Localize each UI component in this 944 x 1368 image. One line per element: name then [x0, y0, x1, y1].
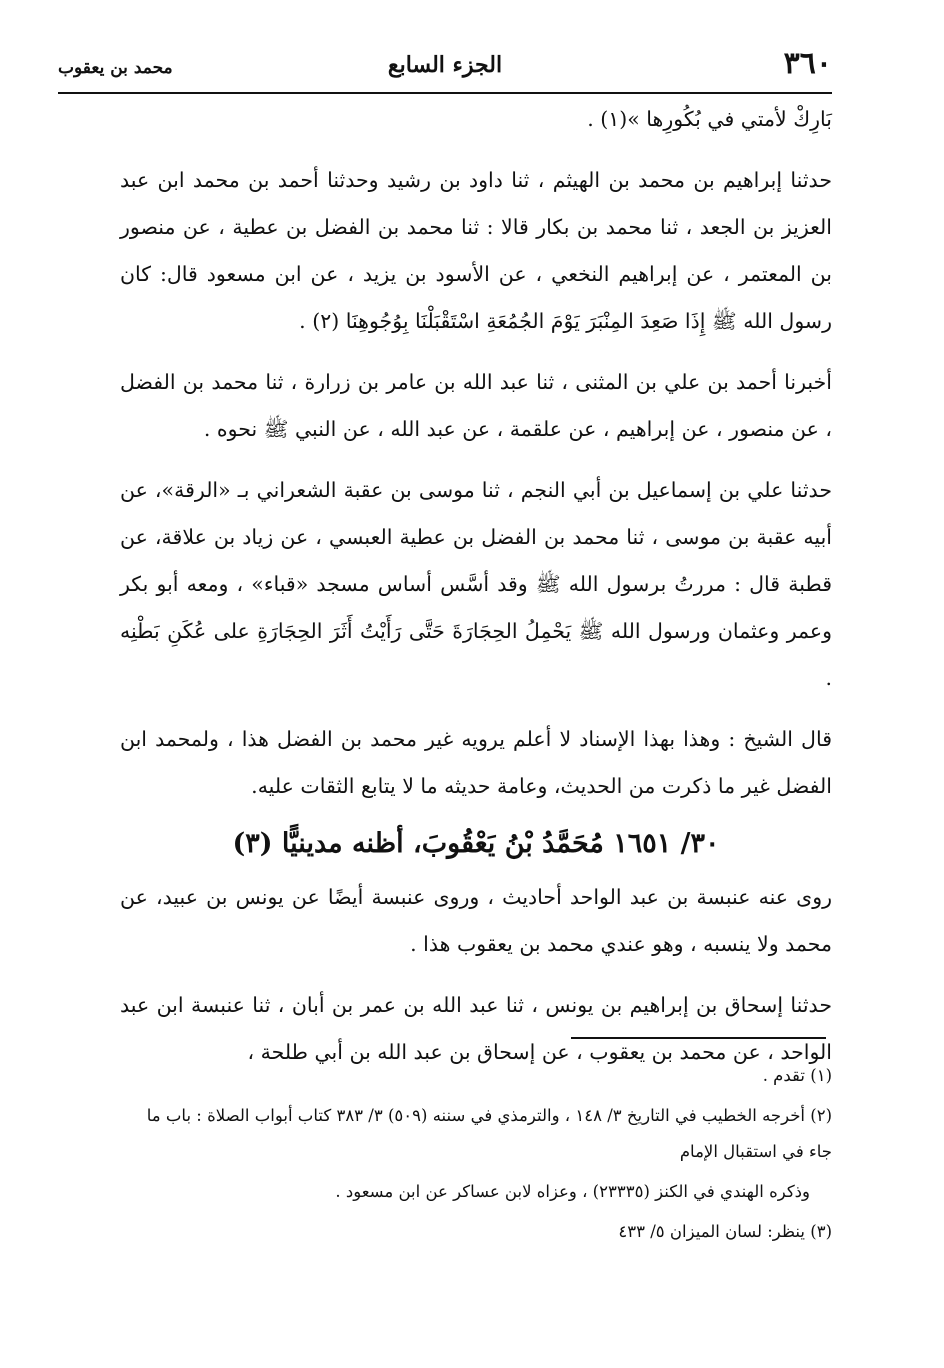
- paragraph: حدثنا إسحاق بن إبراهيم بن يونس ، ثنا عبد الله بن عمر بن أبان ، ثنا عنبسة ابن عبد الواحد ، عن محمد بن يعقوب ، عن إسحاق بن عبد الله بن أبي طلحة ،: [120, 993, 832, 1064]
- running-head: محمد بن يعقوب: [58, 58, 173, 78]
- footnote: (١) تقدم .: [762, 1066, 832, 1085]
- footnote: (٢) أخرجه الخطيب في التاريخ ٣/ ١٤٨ ، والترمذي في سننه (٥٠٩) ٣/ ٣٨٣ كتاب أبواب الصلاة : باب ما جاء في استقبال الإمام: [146, 1106, 832, 1161]
- part-title: الجزء السابع: [387, 52, 503, 78]
- footnotes: [120, 1058, 832, 1254]
- paragraph: أخبرنا أحمد بن علي بن المثنى ، ثنا عبد الله بن عامر بن زرارة ، ثنا محمد بن الفضل ، عن منصور ، عن إبراهيم ، عن علقمة ، عن عبد الله ، عن النبي ﷺ نحوه .: [120, 370, 832, 441]
- footnote: (٣) ينظر: لسان الميزان ٥/ ٤٣٣: [618, 1222, 832, 1241]
- page-number: ٣٦٠: [783, 46, 832, 81]
- header-rule: [58, 92, 832, 94]
- footnote: وذكره الهندي في الكنز (٢٣٣٣٥) ، وعزاه لابن عساكر عن ابن مسعود .: [335, 1182, 810, 1201]
- main-text: [120, 96, 832, 1090]
- page-header: [58, 42, 832, 92]
- paragraph: روى عنه عنبسة بن عبد الواحد أحاديث ، وروى عنبسة أيضًا عن يونس بن عبيد، عن محمد ولا ينسبه ، وهو عندي محمد بن يعقوب هذا .: [120, 885, 832, 956]
- paragraph: حدثنا علي بن إسماعيل بن أبي النجم ، ثنا موسى بن عقبة الشعراني بـ «الرقة»، عن أبيه عقبة بن موسى ، ثنا محمد بن الفضل بن عطية العبسي ، عن زياد بن علاقة، عن قطبة قال : مررتُ برسول الله ﷺ وقد أسَّس أساس مسجد «قباء» ، ومعه أبو بكر وعمر وعثمان ورسول الله ﷺ يَحْمِلُ الحِجَارَةَ حَتَّى رَأَيْتُ أَثَرَ الحِجَارَةِ على عُكَنِ بَطْنِه .: [120, 478, 832, 690]
- paragraph: بَارِكْ لأمتي في بُكُورِها »(١) .: [587, 107, 832, 131]
- paragraph: قال الشيخ : وهذا بهذا الإسناد لا أعلم يرويه غير محمد بن الفضل هذا ، ولمحمد ابن الفضل غير ما ذكرت من الحديث، وعامة حديثه ما لا يتابع الثقات عليه.: [120, 727, 832, 798]
- entry-heading: ٣٠/ ١٦٥١ مُحَمَّدُ بْنُ يَعْقُوبَ، أظنه مدينيًّا (٣): [232, 828, 720, 859]
- footnote-rule: [571, 1037, 826, 1039]
- paragraph: حدثنا إبراهيم بن محمد بن الهيثم ، ثنا داود بن رشيد وحدثنا أحمد بن محمد ابن عبد العزيز بن الجعد ، ثنا محمد بن بكار قالا : ثنا محمد بن الفضل بن عطية ، عن منصور بن المعتمر ، عن إبراهيم النخعي ، عن الأسود بن يزيد ، عن ابن مسعود قال: كان رسول الله ﷺ إِذَا صَعِدَ المِنْبَرَ يَوْمَ الجُمُعَةِ اسْتَقْبَلْنَا بِوُجُوهِنَا (٢) .: [120, 168, 832, 333]
